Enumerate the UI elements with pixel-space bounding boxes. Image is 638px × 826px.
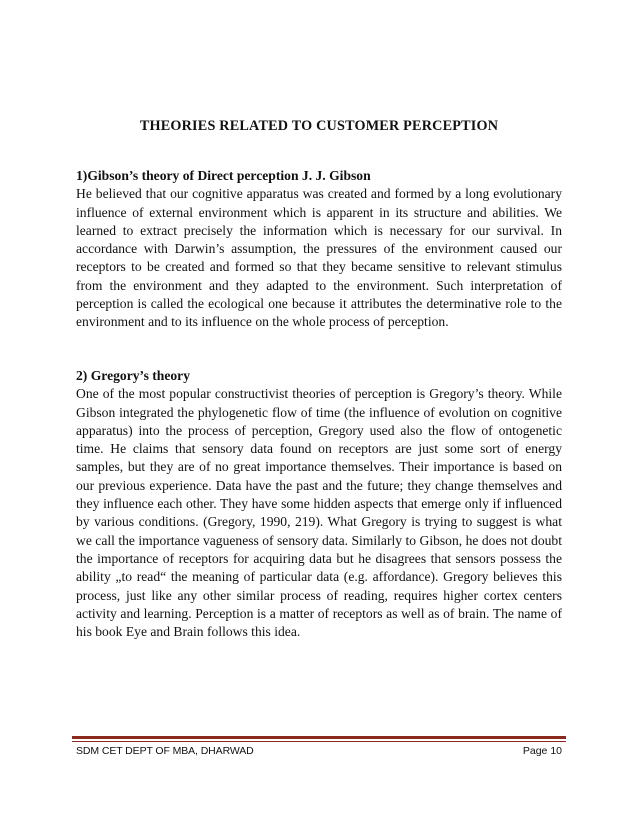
footer-rule xyxy=(72,736,566,739)
section-gregory-theory xyxy=(76,367,562,641)
section-paragraph: One of the most popular constructivist theories of perception is Gregory’s theory. While Gibson integrated the phylogenetic flow of time (the influence of evolution on cognitive apparatus) into the process of perception, Gregory used also the flow of ontogenetic time. He claims that sensory data found on receptors are just some sort of energy samples, but they are of no great importance themselves. Their importance is based on our previous experience. Data have the past and the future; they change themselves and they influence each other. They have some hidden aspects that emerge only if influenced by various conditions. (Gregory, 1990, 219). What Gregory is trying to suggest is what we call the importance vagueness of sensory data. Similarly to Gibson, he does not doubt the importance of receptors for acquiring data but he disagrees that sensors possess the ability „to read“ the meaning of particular data (e.g. affordance). Gregory believes this process, just like any other similar process of reading, requires higher cortex centers activity and learning. Perception is a matter of receptors as well as of brain. The name of his book Eye and Brain follows this idea. xyxy=(76,386,562,640)
page-number: Page 10 xyxy=(522,745,562,757)
section-paragraph: He believed that our cognitive apparatus was created and formed by a long evolutionary influence of external environment which is apparent in its structure and abilities. We learned to extract precisely the information which is necessary for our survival. In accordance with Darwin’s assumption, the pressures of the environment caused our receptors to be created and formed so that they became sensitive to relevant stimulus from the environment and they adapted to the environment. Such interpretation of perception is called the ecological one because it attributes the determinative role to the environment and to its influence on the whole process of perception. xyxy=(76,186,562,330)
section-heading: 1)Gibson’s theory of Direct perception J. J. Gibson xyxy=(76,168,371,183)
footer-rule-thin xyxy=(72,741,566,742)
footer-institution: SDM CET DEPT OF MBA, DHARWAD xyxy=(76,745,254,757)
section-heading: 2) Gregory’s theory xyxy=(76,368,190,383)
page-title: THEORIES RELATED TO CUSTOMER PERCEPTION xyxy=(139,118,499,134)
section-gibson-theory xyxy=(76,167,562,332)
